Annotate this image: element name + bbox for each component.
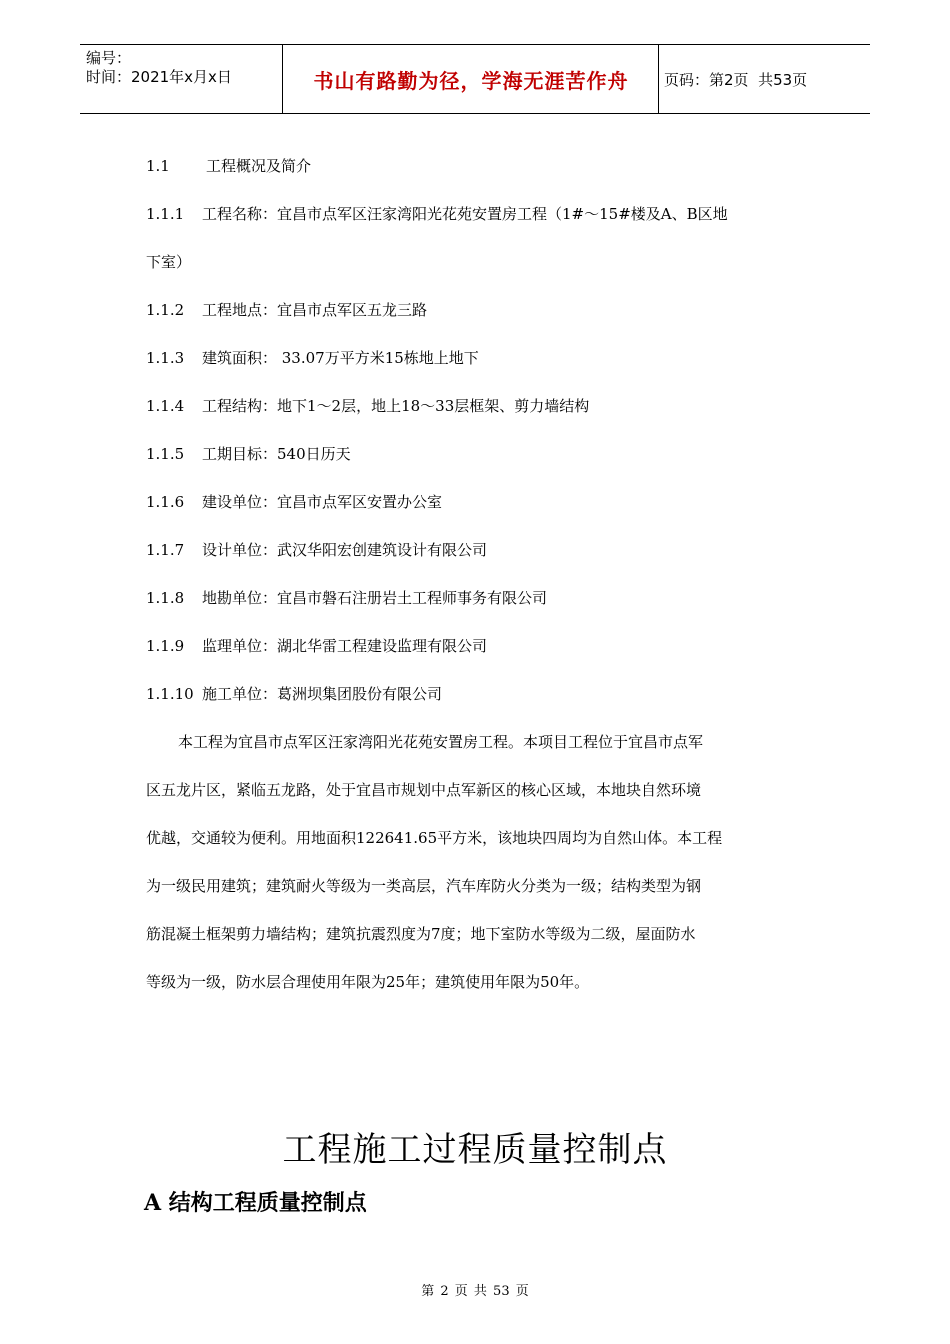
overview-paragraph xyxy=(146,718,810,1006)
list-item xyxy=(146,246,810,294)
item-text: 工程结构：地下1～2层，地上18～33层框架、剪力墙结构 xyxy=(202,397,590,415)
item-text: 设计单位：武汉华阳宏创建筑设计有限公司 xyxy=(202,541,488,559)
heading-number: 1.1 xyxy=(146,157,170,175)
header-page-info xyxy=(664,45,870,113)
item-text: 工程地点：宜昌市点军区五龙三路 xyxy=(202,301,428,319)
item-text: 施工单位：葛洲坝集团股份有限公司 xyxy=(202,685,443,703)
heading-text: 工程概况及简介 xyxy=(206,157,312,175)
page-info-text: 页码：第2页 共53页 xyxy=(664,70,808,89)
list-item xyxy=(146,582,810,630)
paragraph-line: 筋混凝土框架剪力墙结构；建筑抗震烈度为7度；地下室防水等级为二级，屋面防水 xyxy=(146,925,696,943)
list-item xyxy=(146,534,810,582)
section-heading: A 结构工程质量控制点 xyxy=(144,1190,367,1216)
list-item xyxy=(146,342,810,390)
item-number: 1.1.3 xyxy=(146,349,185,367)
overview-heading xyxy=(146,150,810,198)
list-item xyxy=(146,438,810,486)
time-label: 时间：2021年x月x日 xyxy=(86,68,232,86)
item-text: 下室） xyxy=(146,253,192,271)
paragraph-line: 本工程为宜昌市点军区汪家湾阳光花苑安置房工程。本项目工程位于宜昌市点军 xyxy=(178,733,704,751)
item-number: 1.1.4 xyxy=(146,397,185,415)
paragraph-line: 优越，交通较为便利。用地面积122641.65平方米，该地块四周均为自然山体。本工程 xyxy=(146,829,723,847)
item-number: 1.1.7 xyxy=(146,541,185,559)
overview-section xyxy=(146,150,810,1006)
item-text: 建筑面积： 33.07万平方米15栋地上地下 xyxy=(202,349,479,367)
item-number: 1.1.10 xyxy=(146,685,194,703)
item-number: 1.1.2 xyxy=(146,301,185,319)
page-footer: 第 2 页 共 53 页 xyxy=(421,1284,529,1299)
number-label: 编号： xyxy=(86,49,132,67)
header-divider xyxy=(658,45,659,113)
list-item xyxy=(146,198,810,246)
item-number: 1.1.6 xyxy=(146,493,185,511)
item-text: 工期目标：540日历天 xyxy=(202,445,351,463)
item-number: 1.1.5 xyxy=(146,445,185,463)
item-text: 建设单位：宜昌市点军区安置办公室 xyxy=(202,493,443,511)
header-motto: 书山有路勤为径，学海无涯苦作舟 xyxy=(313,68,629,93)
list-item xyxy=(146,294,810,342)
item-number: 1.1.1 xyxy=(146,205,185,223)
header-meta xyxy=(86,49,282,87)
document-title: 工程施工过程质量控制点 xyxy=(282,1130,668,1170)
page-header xyxy=(80,44,870,114)
paragraph-line: 区五龙片区，紧临五龙路，处于宜昌市规划中点军新区的核心区域，本地块自然环境 xyxy=(146,781,702,799)
list-item xyxy=(146,630,810,678)
paragraph-line: 等级为一级，防水层合理使用年限为25年；建筑使用年限为50年。 xyxy=(146,973,590,991)
list-item xyxy=(146,486,810,534)
item-text: 地勘单位：宜昌市磐石注册岩土工程师事务有限公司 xyxy=(202,589,548,607)
item-text: 监理单位：湖北华雷工程建设监理有限公司 xyxy=(202,637,488,655)
item-number: 1.1.8 xyxy=(146,589,185,607)
item-text: 工程名称：宜昌市点军区汪家湾阳光花苑安置房工程（1#～15#楼及A、B区地 xyxy=(202,205,728,223)
item-number: 1.1.9 xyxy=(146,637,185,655)
paragraph-line: 为一级民用建筑；建筑耐火等级为一类高层，汽车库防火分类为一级；结构类型为钢 xyxy=(146,877,702,895)
list-item xyxy=(146,390,810,438)
header-divider xyxy=(282,45,283,113)
